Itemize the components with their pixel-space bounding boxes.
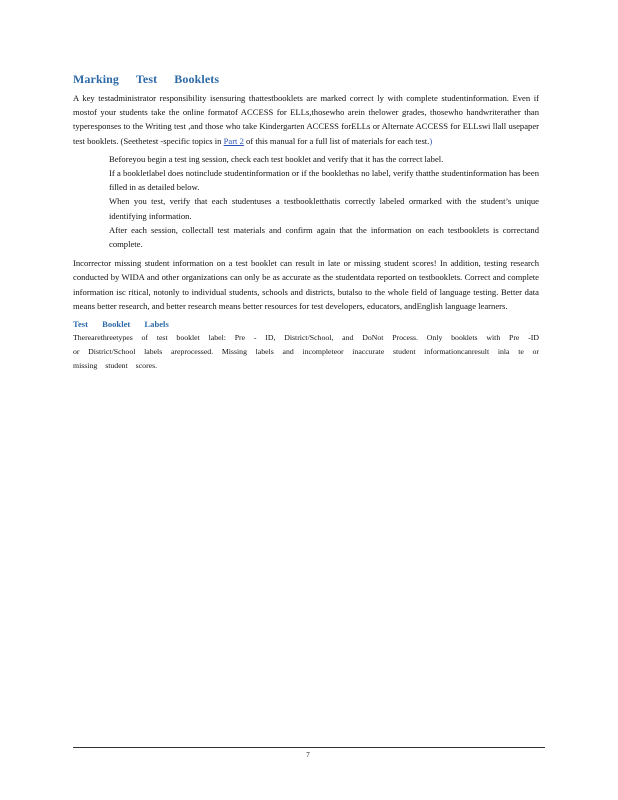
- page-number: 7: [306, 751, 310, 759]
- checklist: [73, 152, 539, 251]
- intro-closing-paren: ): [429, 135, 433, 146]
- intro-paragraph: [73, 91, 539, 148]
- checklist-item: [73, 166, 539, 194]
- checklist-item-text: After each session, collectall test materials and confirm again that the information on each testbooklets is correctand complete.: [109, 224, 539, 250]
- part-2-link[interactable]: Part 2: [223, 135, 244, 146]
- checklist-item-text: When you test, verify that each studentuses a testbookletthatis correctly labeled ormarked with the student’s unique identifying information.: [109, 196, 539, 221]
- labels-paragraph: Therearethreetypes of test booklet label: Pre - ID, District/School, and DoNot Process. Only booklets with Pre -ID or District/School labels areprocessed. Missing labels and incompleteor inaccurate student informationcanresult inla te or missing student scores.: [73, 333, 539, 371]
- intro-text-continued: of this manual for a full list of materials for each test.: [246, 135, 430, 146]
- consequences-paragraph: Incorrector missing student information on a test booklet can result in late or missing student scores! In addition, testing research conducted by WIDA and other organizations can only be as accurate as the studentdata reported on testbooklets. Correct and complete information isc ritical, notonly to individual students, schools and districts, butalso to the whole field of language testing. Better data means better research, and better research means better resources for test developers, educators, andEnglish language learners.: [73, 258, 539, 311]
- checklist-item: [73, 223, 539, 251]
- intro-text: A key testadministrator responsibility isensuring thattestbooklets are marked correct ly with complete studentinformation. Even if mostof your students take the online formatof ACCESS for ELLs,thosewho arein thelower grades, thosewho handwriterather than typeresponses to the Writing test ,and those who take Kindergarten ACCESS forELLs or Alternate ACCESS for ELLswi llall usepaper test booklets. (Seethetest -specific topics in: [73, 93, 539, 146]
- checklist-item: [73, 194, 539, 222]
- footer-divider: [73, 747, 545, 748]
- section-heading: Marking Test Booklets: [73, 72, 220, 86]
- checklist-item-text: If a bookletlabel does notinclude studentinformation or if the booklethas no label, verify thatthe studentinformation has been filled in as detailed below.: [109, 168, 539, 193]
- test-booklet-labels-heading: Test Booklet Labels: [73, 319, 169, 330]
- checklist-item: [73, 152, 539, 166]
- checklist-item-text: Beforeyou begin a test ing session, check each test booklet and verify that it has the correct label.: [109, 153, 444, 164]
- page-content: [73, 72, 539, 374]
